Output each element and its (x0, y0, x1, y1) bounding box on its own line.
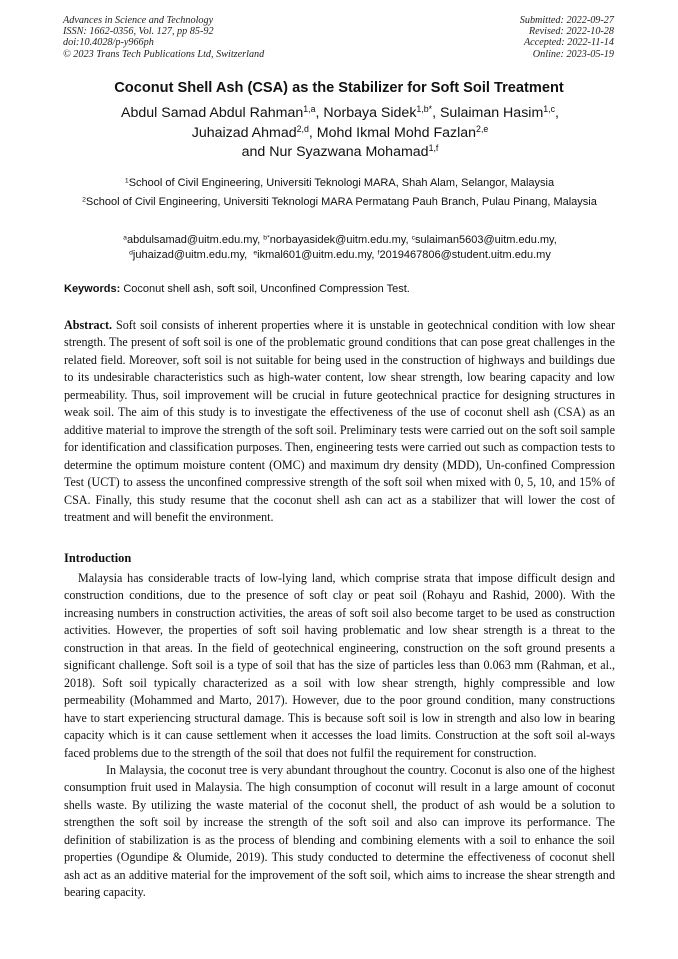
keywords-text: Coconut shell ash, soft soil, Unconfined Compression Test. (123, 283, 410, 295)
keywords-label: Keywords: (64, 283, 121, 295)
abstract-text: Soft soil consists of inherent properties where it is unstable in geotechnical condition with low shear strength. The present of soft soil is one of the problematic ground conditions that can pose great challenges in the related field. Moreover, soft soil is not suitable for being used in the construction of highways and buildings due to its undesirable characteristics such as high-water content, low shear strength, low bearing capacity and low permeability. Thus, soil improvement will be crucial in future geotechnical practice for designing structures in weak soil. The aim of this study is to investigate the effectiveness of the use of coconut shell ash (CSA) as an additive material to improve the strength of the soft soil. Preliminary tests were carried out on the soft soil sample for identification and classification purposes. Then, engineering tests were carried out such as compaction tests to determine the optimum moisture content (OMC) and maximum dry density (MDD), Un-confined Compression Test (UCT) to assess the unconfined compressive strength of the soft soil when mixed with 0, 5, 10, and 15% of CSA. Finally, this study resume that the coconut shell ash can act as a stabilizer that will lower the cost of treatment and will benefit the environment. (64, 318, 615, 524)
author-name: Nur Syazwana Mohamad (269, 144, 429, 160)
email-separator: , (405, 234, 412, 246)
author-prefix: and (241, 144, 270, 160)
email-link[interactable]: norbayasidek@uitm.edu.my (269, 234, 406, 246)
email-link[interactable]: sulaiman5603@uitm.edu.my (414, 234, 554, 246)
author-name: Juhaizad Ahmad (191, 124, 297, 141)
date-submitted: Submitted: 2022-09-27 (519, 15, 614, 26)
author-sup: 1,f (428, 143, 439, 154)
affiliation-sup: 1 (124, 177, 129, 185)
author-sup: 1,b* (416, 104, 433, 115)
author-name: Mohd Ikmal Mohd Fazlan (316, 124, 477, 141)
section-heading-introduction: Introduction (64, 551, 132, 565)
paper-title: Coconut Shell Ash (CSA) as the Stabilizer for Soft Soil Treatment (114, 80, 564, 96)
author-sup: 2,e (476, 123, 489, 134)
affiliation-2 (63, 195, 616, 209)
author-name: Sulaiman Hasim (439, 105, 544, 121)
submission-dates (520, 15, 614, 60)
author-sup: 1,c (543, 104, 556, 115)
abstract (64, 317, 615, 526)
email-link[interactable]: ikmal601@uitm.edu.my (257, 249, 372, 261)
email-sup: e (253, 249, 258, 257)
email-sup: a (123, 234, 127, 242)
email-sup: f (377, 249, 380, 257)
affiliation-text: School of Civil Engineering, Universiti Teknologi MARA Permatang Pauh Branch, Pulau Pinang, Malaysia (85, 196, 597, 208)
email-link[interactable]: abdulsamad@uitm.edu.my (126, 234, 258, 246)
journal-info (63, 15, 264, 60)
author-separator: , (432, 105, 440, 121)
email-sup: b* (263, 234, 270, 242)
date-revised: Revised: 2022-10-28 (528, 26, 614, 38)
keywords (64, 283, 619, 295)
author-list (60, 104, 620, 163)
email-sup: d (129, 249, 133, 257)
affiliation-1 (63, 176, 616, 190)
email-separator: , (553, 234, 557, 246)
date-online: Online: 2023-05-19 (532, 48, 614, 60)
email-link[interactable]: juhaizad@uitm.edu.my (132, 249, 245, 261)
journal-copyright: © 2023 Trans Tech Publications Ltd, Switzerland (63, 48, 265, 60)
author-separator: , (315, 105, 324, 121)
abstract-label: Abstract. (64, 318, 113, 332)
email-separator: , (244, 249, 254, 261)
email-separator: , (257, 234, 264, 246)
journal-name: Advances in Science and Technology (63, 15, 214, 26)
email-link[interactable]: 2019467806@student.uitm.edu.my (379, 249, 551, 261)
author-separator: , (555, 105, 559, 121)
intro-paragraph-2: In Malaysia, the coconut tree is very abundant throughout the country. Coconut is also one of the highest consumption fruit used in Malaysia. The high consumption of coconut will result in a large amount of coconut shells waste. By utilizing the waste material of the coconut shell, the product of ash would be a solution to strengthen the soft soil by increase the strength of the soft soil and also can improve its performance. The definition of stabilization is as the process of blending and combining elements with a soil to enhance the soil properties (Ogundipe & Olumide, 2019). This study conducted to determine the effectiveness of coconut shell ash act as an additive material for the improvement of the soft soil, which aims to increase the shear strength and bearing capacity. (64, 763, 615, 900)
journal-issn: ISSN: 1662-0356, Vol. 127, pp 85-92 (63, 26, 214, 38)
author-separator: , (308, 124, 317, 141)
author-sup: 2,d (296, 123, 309, 134)
affiliation-text: School of Civil Engineering, Universiti Teknologi MARA, Shah Alam, Selangor, Malaysia (128, 177, 555, 189)
date-accepted: Accepted: 2022-11-14 (523, 37, 614, 49)
journal-doi: doi:10.4028/p-y966ph (63, 37, 154, 49)
author-sup: 1,a (303, 104, 316, 115)
email-separator: , (371, 249, 378, 261)
intro-paragraph-1: Malaysia has considerable tracts of low-lying land, which comprise strata that impose difficult design and construction conditions, due to the presence of soft clay or peat soil (Rohayu and Rashid, 2000). With the increasing numbers in construction activities, the areas of soft soil also become target to be used as construction activities. However, the properties of soft soil having problematic and low shear strength is a threat to the construction in that areas. In the field of geotechnical engineering, construction on the soft ground presents a significant challenge. Soft soil is a type of soil that has the size of particles less than 0.063 mm (Rahman, et al., 2018). Soft soil typically characterized as a soil with low shear strength, highly compressible and low permeability (Mohammed and Marto, 2017). However, due to the poor ground condition, many constructions have to start experiencing structural damage. This is because soft soil is low in strength and also low in bearing capacity which is it can cause settlement when it accesses the load limits. Construction at the soft soil al-ways faced problems due to the strength of the soil that does not fulfil the requirement for construction. (64, 571, 615, 760)
affiliation-sup: 2 (82, 196, 86, 204)
email-sup: c (411, 234, 415, 242)
author-emails (60, 233, 620, 263)
author-name: Norbaya Sidek (323, 105, 417, 121)
author-name: Abdul Samad Abdul Rahman (121, 105, 304, 121)
